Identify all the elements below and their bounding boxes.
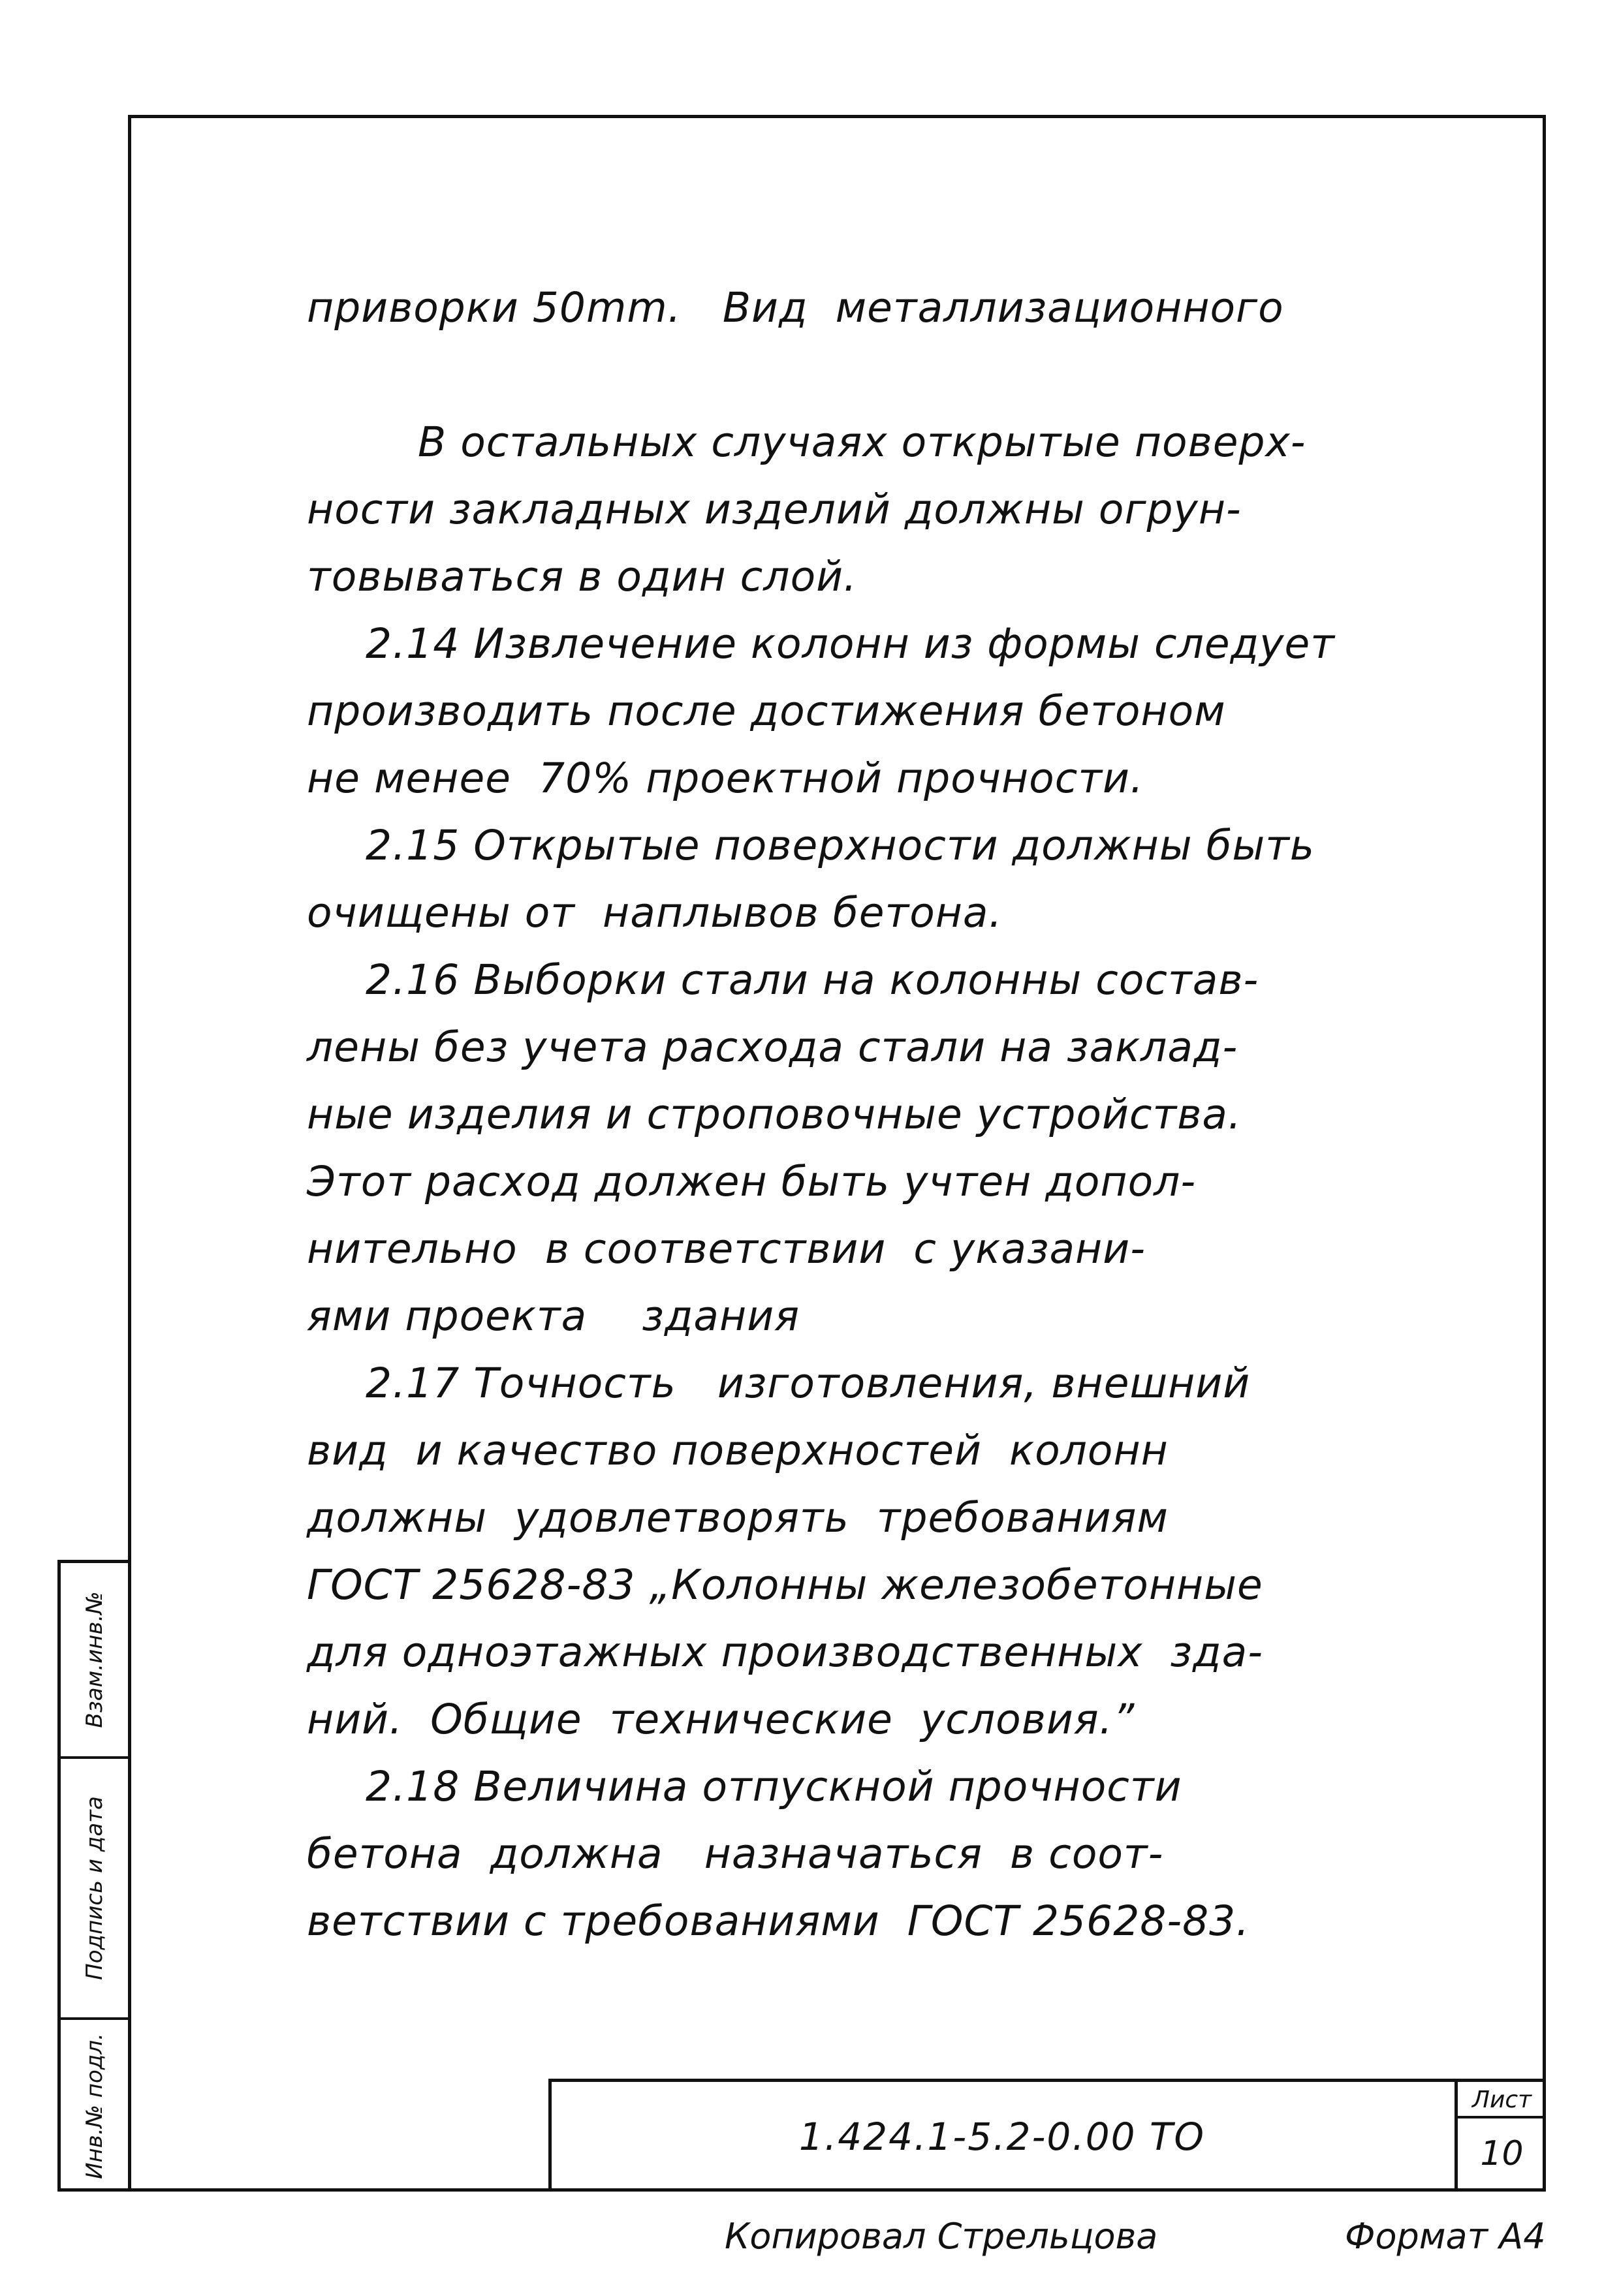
text-line: ветствии с требованиями ГОСТ 25628-83. [307, 1897, 1250, 1945]
document-code: 1.424.1-5.2-0.00 ТО [798, 2115, 1206, 2159]
text-line: не менее 70% проектной прочности. [307, 754, 1144, 802]
side-stamp-strip [57, 1560, 128, 2192]
text-line: бетона должна назначаться в соот- [307, 1830, 1164, 1878]
text-line: 2.14 Извлечение колонн из формы следует [366, 620, 1335, 668]
text-line: вид и качество поверхностей колонн [307, 1427, 1169, 1474]
text-line: ные изделия и строповочные устройства. [307, 1091, 1242, 1138]
text-line: лены без учета расхода стали на заклад- [307, 1023, 1238, 1071]
side-label: Подпись и дата [81, 1796, 108, 1980]
text-line: ГОСТ 25628-83 „Колонны железобетонные [307, 1561, 1263, 1609]
text-line: 2.16 Выборки стали на колонны состав- [366, 956, 1259, 1004]
copied-by: Копировал Стрельцова [725, 2216, 1158, 2257]
text-line: ний. Общие технические условия.” [307, 1696, 1135, 1743]
text-line: 2.17 Точность изготовления, внешний [366, 1359, 1251, 1407]
text-line: для одноэтажных производственных зда- [307, 1628, 1263, 1676]
side-label: Взам.инв.№ [81, 1591, 108, 1728]
text-line: должны удовлетворять требованиям [307, 1494, 1169, 1542]
title-block [548, 2079, 1546, 2192]
text-line: производить после достижения бетоном [307, 687, 1226, 735]
side-label: Инв.№ подл. [81, 2032, 108, 2179]
text-line: В остальных случаях открытые поверх- [418, 418, 1306, 466]
sheet-label: Лист [1458, 2082, 1546, 2118]
text-line: 2.18 Величина отпускной прочности [366, 1763, 1182, 1810]
text-line: 2.15 Открытые поверхности должны быть [366, 822, 1315, 869]
sheet-number: 10 [1480, 2134, 1524, 2173]
text-line: Этот расход должен быть учтен допол- [307, 1158, 1197, 1205]
text-line: товываться в один слой. [307, 553, 858, 600]
side-cell-inventory [61, 2020, 128, 2192]
heading-line: приворки 50mm. Вид металлизационного [307, 284, 1284, 332]
text-line: ности закладных изделий должны огрун- [307, 486, 1242, 533]
spec-text [307, 274, 1508, 1955]
text-line: нительно в соответствии с указани- [307, 1225, 1146, 1273]
side-cell-signature [61, 1759, 128, 2020]
paper-format: Формат А4 [1345, 2216, 1546, 2257]
side-cell-replacement [61, 1563, 128, 1759]
sheet-number-box [1455, 2082, 1546, 2192]
text-line: ями проекта здания [307, 1292, 800, 1340]
text-line: очищены от наплывов бетона. [307, 889, 1003, 937]
